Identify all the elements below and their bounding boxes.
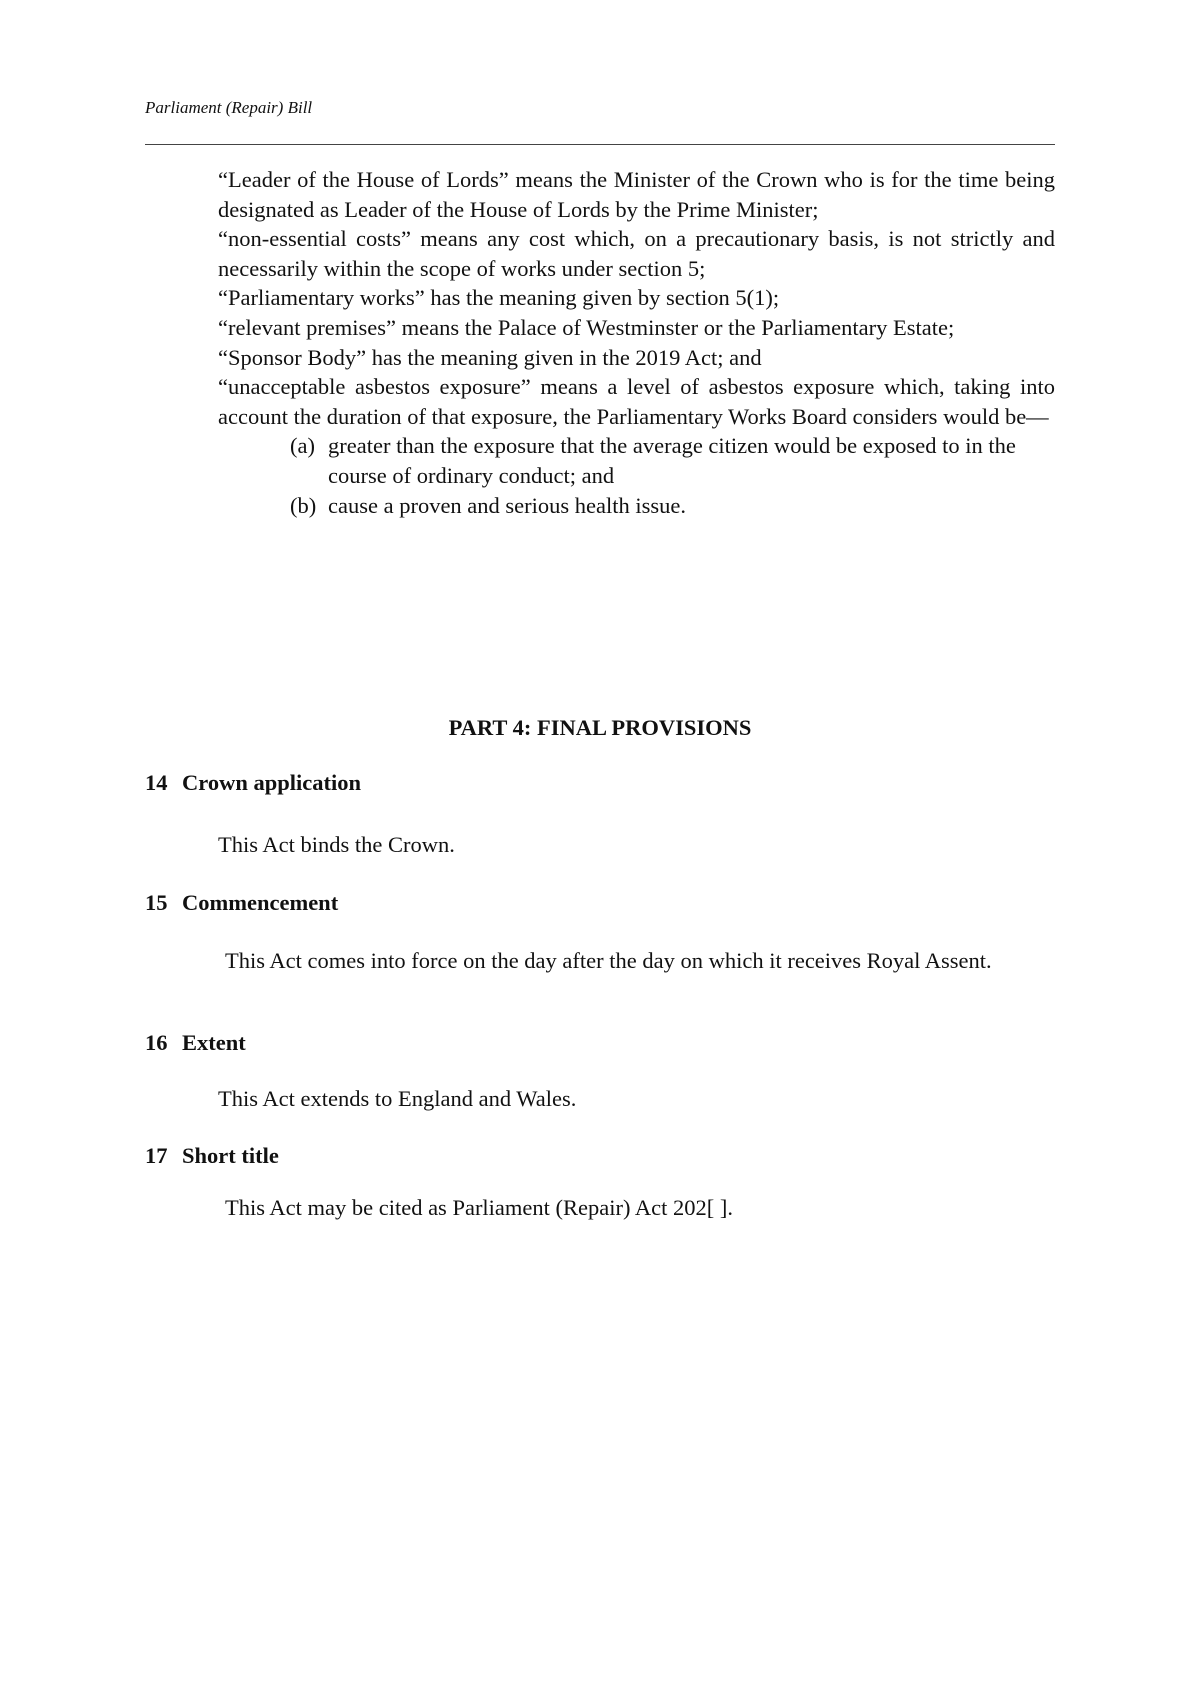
- subitem-b: [218, 491, 1055, 521]
- subitem-text: greater than the exposure that the average citizen would be exposed to in the course of ordinary conduct; and: [328, 433, 1016, 488]
- section-title: Commencement: [182, 890, 339, 915]
- section-title: Short title: [182, 1143, 279, 1168]
- definition-non-essential-costs: “non-essential costs” means any cost which, on a precautionary basis, is not strictly and necessarily within the scope of works under section 5;: [218, 226, 1055, 281]
- definition-leader-of-house: “Leader of the House of Lords” means the Minister of the Crown who is for the time being designated as Leader of the House of Lords by the Prime Minister;: [218, 167, 1055, 222]
- subitem-label: (b): [290, 492, 317, 518]
- section-number: 17: [145, 1143, 168, 1168]
- subitem-a: [218, 431, 1055, 490]
- section-number: 14: [145, 770, 168, 795]
- running-header: Parliament (Repair) Bill: [145, 98, 313, 117]
- part-heading: PART 4: FINAL PROVISIONS: [448, 715, 752, 740]
- section-15-body: This Act comes into force on the day after the day on which it receives Royal Assent.: [225, 948, 992, 973]
- definition-unacceptable-asbestos-exposure: “unacceptable asbestos exposure” means a level of asbestos exposure which, taking into account the duration of that exposure, the Parliamentary Works Board considers would be—: [218, 374, 1055, 429]
- section-17-heading: [145, 1143, 279, 1169]
- section-title: Extent: [182, 1030, 246, 1055]
- section-title: Crown application: [182, 770, 361, 795]
- section-number: 16: [145, 1030, 168, 1055]
- definitions-block: [218, 165, 1055, 520]
- section-number: 15: [145, 890, 168, 915]
- definition-parliamentary-works: “Parliamentary works” has the meaning given by section 5(1);: [218, 285, 780, 311]
- subitem-label: (a): [290, 433, 315, 459]
- definition-relevant-premises: “relevant premises” means the Palace of Westminster or the Parliamentary Estate;: [218, 314, 955, 340]
- section-15-heading: [145, 890, 338, 916]
- header-divider: [145, 144, 1055, 145]
- definition-sponsor-body: “Sponsor Body” has the meaning given in the 2019 Act; and: [218, 344, 762, 370]
- subitem-text: cause a proven and serious health issue.: [328, 492, 687, 518]
- section-16-body: This Act extends to England and Wales.: [218, 1086, 577, 1111]
- section-14-body: This Act binds the Crown.: [218, 832, 455, 857]
- section-17-body: This Act may be cited as Parliament (Repair) Act 202[ ].: [225, 1195, 733, 1220]
- section-16-heading: [145, 1030, 246, 1056]
- section-14-heading: [145, 770, 361, 796]
